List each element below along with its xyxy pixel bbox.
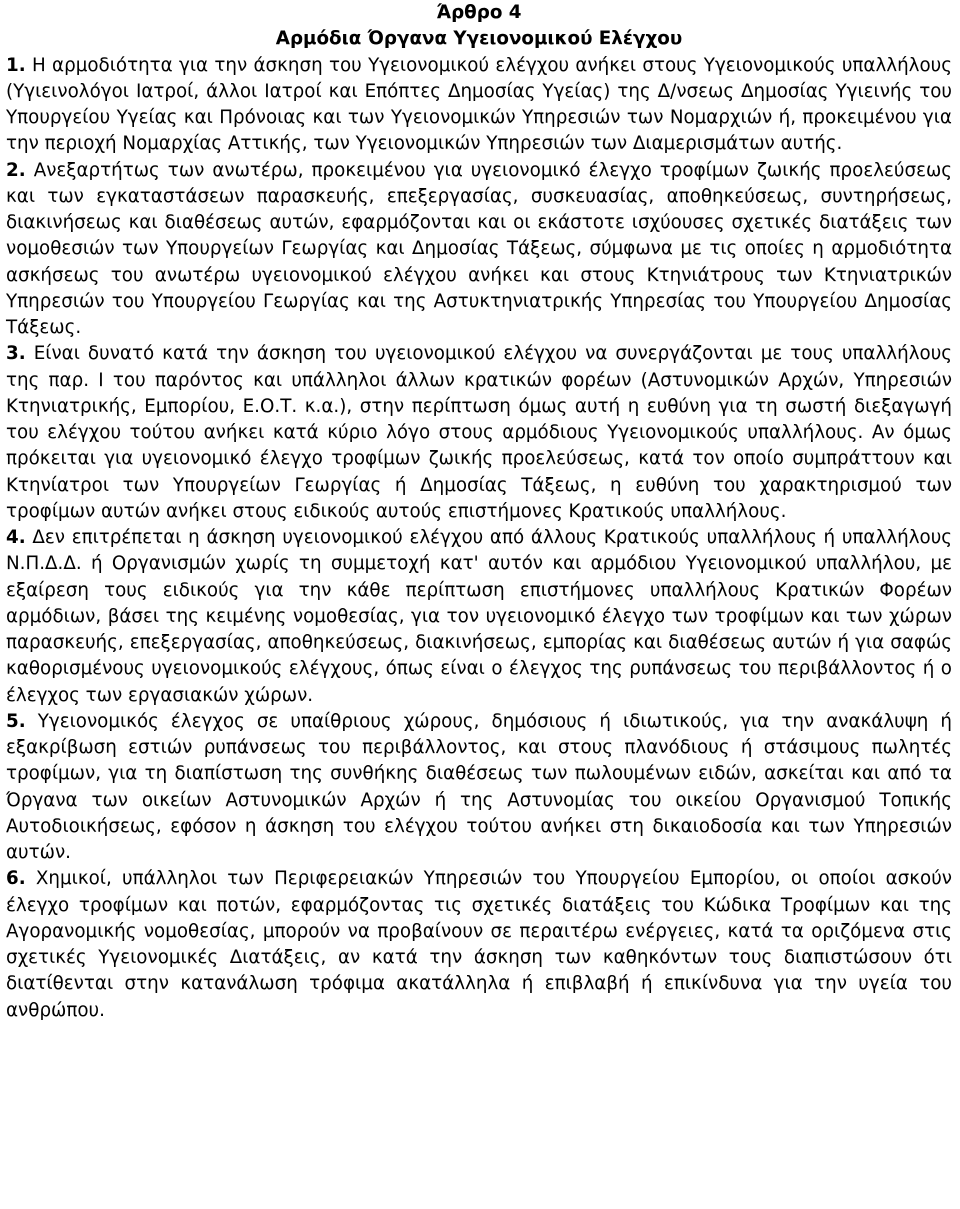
paragraph-number: 4. bbox=[6, 527, 26, 548]
article-title: Άρθρο 4 bbox=[436, 2, 522, 23]
paragraph-number: 6. bbox=[6, 868, 26, 890]
paragraph-text: Είναι δυνατό κατά την άσκηση του υγειονομικού ελέγχου να συνεργάζονται με τους υπαλλήλους της παρ. Ι του παρόντος και υπάλληλοι άλλων κρατικών φορέων (Αστυνομικών Αρχών, Υπηρεσιών Κτηνιατρικής, Εμπορίου, Ε.Ο.Τ. κ.α.), στην περίπτωση όμως αυτή η ευθύνη για τη σωστή διεξαγωγή του ελέγχου τούτου ανήκει κατά κύριο λόγο στους αρμόδιους Υγειονομικούς υπαλλήλους. Αν όμως πρόκειται για υγειονομικό έλεγχο τροφίμων ζωικής προελεύσεως, κατά τον οποίο συμπράττουν και Κτηνίατροι των Υπουργείων Γεωργίας ή Δημοσίας Τάξεως, η ευθύνη του χαρακτηρισμού των τροφίμων αυτών ανήκει στους ειδικούς αυτούς επιστήμονες Κρατικούς υπαλλήλους. bbox=[6, 343, 953, 522]
paragraph-3 bbox=[6, 341, 952, 525]
paragraph-2 bbox=[6, 158, 952, 342]
paragraph-text: Ανεξαρτήτως των ανωτέρω, προκειμένου για υγειονομικό έλεγχο τροφίμων ζωικής προελεύσεως και των εγκαταστάσεων παρασκευής, επεξεργασίας, συσκευασίας, αποθηκεύσεως, συντηρήσεως, διακινήσεως και διαθέσεως αυτών, εφαρμόζονται και οι εκάστοτε ισχύουσες σχετικές διατάξεις των νομοθεσιών των Υπουργείων Γεωργίας και Δημοσίας Τάξεως, σύμφωνα με τις οποίες η αρμοδιότητα ασκήσεως του ανωτέρω υγειονομικού ελέγχου ανήκει και στους Κτηνιάτρους των Κτηνιατρικών Υπηρεσιών του Υπουργείου Γεωργίας και της Αστυκτηνιατρικής Υπηρεσίας του Υπουργείου Δημοσίας Τάξεως. bbox=[6, 159, 952, 338]
paragraph-number: 1. bbox=[6, 54, 26, 76]
paragraph-5 bbox=[6, 709, 952, 867]
article-subtitle: Αρμόδια Όργανα Υγειονομικού Ελέγχου bbox=[275, 28, 683, 50]
paragraph-4 bbox=[6, 525, 952, 709]
paragraph-text: Η αρμοδιότητα για την άσκηση του Υγειονομικού ελέγχου ανήκει στους Υγειονομικούς υπαλλήλους (Υγιεινολόγοι Ιατροί, άλλοι Ιατροί και Επόπτες Δημοσίας Υγείας) της Δ/νσεως Δημοσίας Υγιεινής του Υπουργείου Υγείας και Πρόνοιας και των Υγειονομικών Υπηρεσιών των Νομαρχιών ή, προκειμένου για την περιοχή Νομαρχίας Αττικής, των Υγειονομικών Υπηρεσιών των Διαμερισμάτων αυτής. bbox=[6, 54, 952, 155]
paragraph-number: 5. bbox=[6, 710, 26, 732]
paragraph-text: Υγειονομικός έλεγχος σε υπαίθριους χώρους, δημόσιους ή ιδιωτικούς, για την ανακάλυψη ή εξακρίβωση εστιών ρυπάνσεως του περιβάλλοντος, και στους πλανόδιους ή στάσιμους πωλητές τροφίμων, για τη διαπίστωση της συνθήκης διαθέσεως των πωλουμένων ειδών, ασκείται και από τα Όργανα των οικείων Αστυνομικών Αρχών ή της Αστυνομίας του οικείου Οργανισμού Τοπικής Αυτοδιοικήσεως, εφόσον η άσκηση του ελέγχου τούτου ανήκει στη δικαιοδοσία και των Υπηρεσιών αυτών. bbox=[6, 710, 953, 863]
paragraph-1 bbox=[6, 53, 952, 158]
paragraph-number: 2. bbox=[6, 159, 26, 181]
paragraph-6 bbox=[6, 866, 952, 1024]
paragraph-text: Χημικοί, υπάλληλοι των Περιφερειακών Υπηρεσιών του Υπουργείου Εμπορίου, οι οποίοι ασκούν έλεγχο τροφίμων και ποτών, εφαρμόζοντας τις σχετικές διατάξεις του Κώδικα Τροφίμων και της Αγορανομικής νομοθεσίας, μπορούν να προβαίνουν σε περαιτέρω ενέργειες, κατά τα οριζόμενα στις σχετικές Υγειονομικές Διατάξεις, αν κατά την άσκηση των καθηκόντων τους διαπιστώσουν ότι διατίθενται στην κατανάλωση τρόφιμα ακατάλληλα ή επιβλαβή ή επικίνδυνα για την υγεία του ανθρώπου. bbox=[6, 868, 952, 1021]
paragraph-text: Δεν επιτρέπεται η άσκηση υγειονομικού ελέγχου από άλλους Κρατικούς υπαλλήλους ή υπαλλήλους Ν.Π.Δ.Δ. ή Οργανισμών χωρίς τη συμμετοχή κατ' αυτόν και αρμόδιου Υγειονομικού υπαλλήλου, με εξαίρεση τους ειδικούς για την κάθε περίπτωση επιστήμονες υπαλλήλους Κρατικών Φορέων αρμόδιων, βάσει της κειμένης νομοθεσίας, για τον υγειονομικό έλεγχο των τροφίμων και των χώρων παρασκευής, επεξεργασίας, αποθηκεύσεως, διακινήσεως, εμπορίας και διαθέσεως αυτών ή για σαφώς καθορισμένους υγειονομικούς ελέγχους, όπως είναι ο έλεγχος της ρυπάνσεως του περιβάλλοντος ή ο έλεγχος των εργασιακών χώρων. bbox=[6, 527, 953, 706]
paragraph-number: 3. bbox=[6, 343, 26, 365]
